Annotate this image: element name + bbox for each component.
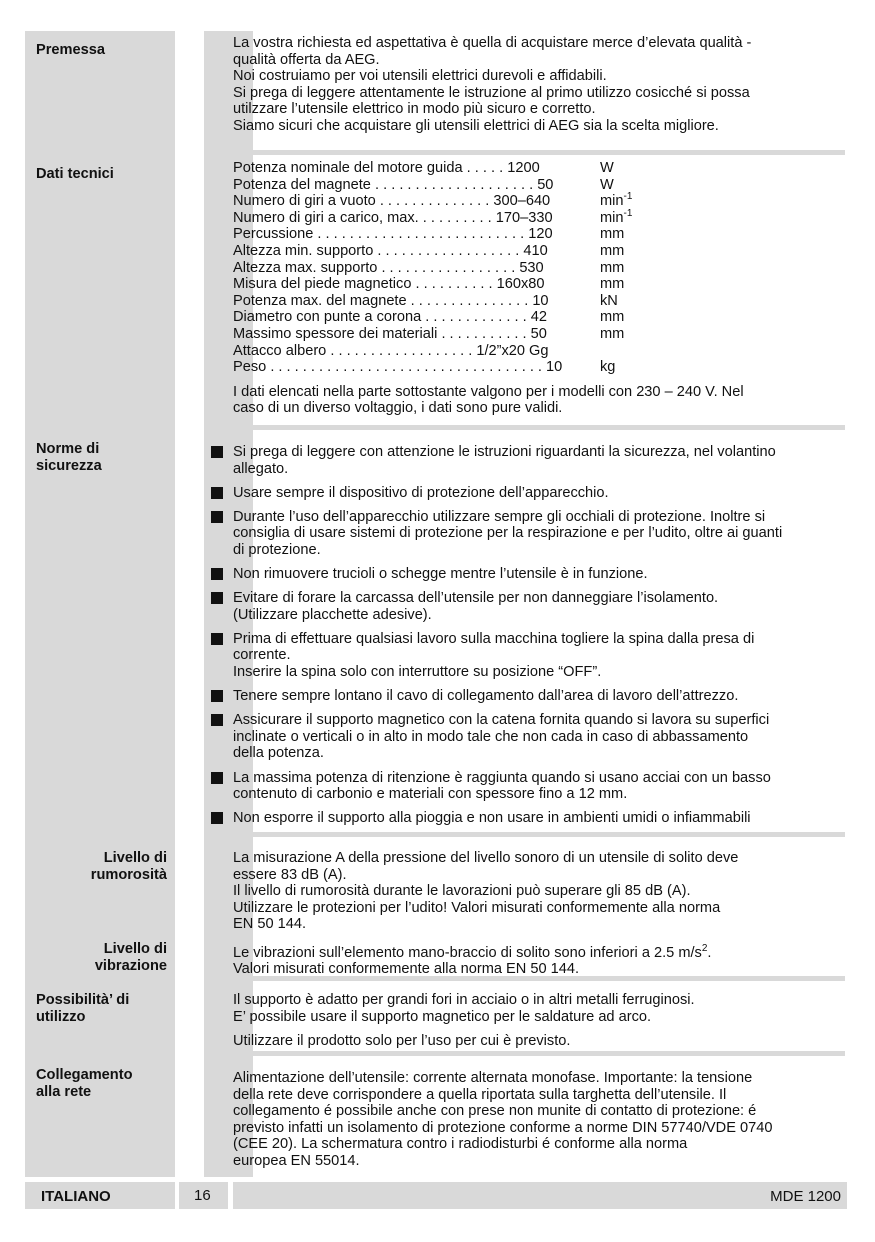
footer-page-box	[179, 1182, 228, 1209]
spec-name: Potenza max. del magnete . . . . . . . . . . . . . . . 10	[233, 292, 549, 309]
power-text: Alimentazione dell’utensile: corrente alternata monofase. Importante: la tensione della rete deve corrispondere a quella riportata sulla targhetta dell’utensile. Il collegamento é possibile anche con prese non munite di contatto di protezione: é previsto infatti un isolamento di protezione conforme a norme DIN 57740/VDE 0740 (CEE 20). La schermatura contro i radiodisturbi é conforme alla norma europea EN 55014.	[233, 1070, 773, 1169]
spec-unit: mm	[600, 276, 625, 293]
spec-row	[233, 276, 845, 293]
spec-unit	[589, 343, 660, 360]
footer-language-box	[25, 1182, 175, 1209]
spec-row	[233, 193, 845, 210]
model-name: MDE 1200	[770, 1188, 841, 1205]
safety-list	[233, 444, 875, 827]
spec-unit: W	[600, 160, 614, 176]
spec-name: Potenza nominale del motore guida . . . . . 1200	[233, 160, 540, 176]
spec-name: Altezza max. supporto . . . . . . . . . . . . . . . . . 530	[233, 259, 544, 276]
safety-item: La massima potenza di ritenzione è raggiunta quando si usano acciai con un basso contenuto di carbonio e materiali con spessore fino a 12 mm.	[233, 770, 875, 803]
section-title: Dati tecnici	[36, 166, 114, 182]
spec-row	[233, 207, 845, 227]
spec-row	[233, 326, 845, 343]
spec-table	[233, 160, 845, 417]
spec-name: Massimo spessore dei materiali . . . . . . . . . . . 50	[233, 325, 547, 342]
safety-item: Evitare di forare la carcassa dell’utensile per non danneggiare l’isolamento. (Utilizzare placchette adesive).	[233, 590, 875, 623]
spec-name: Numero di giri a carico, max. . . . . . . . . . 170–330	[233, 209, 553, 226]
spec-row	[233, 243, 845, 260]
section-label-box	[25, 31, 175, 155]
spec-unit: W	[600, 176, 614, 193]
spec-unit: $\min^{-1}$	[600, 191, 633, 210]
spec-row	[233, 260, 845, 277]
spec-name: Percussione . . . . . . . . . . . . . . . . . . . . . . . . . . 120	[233, 226, 553, 243]
safety-item: Tenere sempre lontano il cavo di collegamento dall’area di lavoro dell’attrezzo.	[233, 688, 875, 705]
spec-name: Attacco albero . . . . . . . . . . . . . . . . . . 1/2”x20 Gg	[233, 342, 549, 359]
spec-row	[233, 177, 845, 194]
section-title: Collegamento alla rete	[36, 1067, 133, 1100]
spec-unit: kN	[600, 292, 618, 309]
safety-item: Usare sempre il dispositivo di protezione dell’apparecchio.	[233, 485, 875, 502]
spec-unit: mm	[600, 325, 625, 342]
spec-row	[233, 359, 845, 376]
spec-unit: $\min^{-1}$	[600, 207, 633, 226]
intro-text: La vostra richiesta ed aspettativa è quella di acquistare merce d’elevata qualità - qualità offerta da AEG. Noi costruiamo per voi utensili elettrici durevoli e affidabili. Si prega di leggere attentamente le istruzione al primo utilizzo cosicché si possa utilzzare l’utensile elettrico in modo più sicuro e corretto. Siamo sicuri che acquistare gli utensili elettrici di AEG sia la scelta migliore.	[233, 35, 752, 134]
usage-note: Utilizzare il prodotto solo per l’uso per cui è previsto.	[233, 1033, 571, 1050]
spec-unit: kg	[600, 359, 616, 376]
spec-row	[233, 160, 845, 177]
section-livello	[25, 837, 845, 981]
section-dati-tecnici	[25, 155, 845, 430]
section-premessa	[25, 31, 845, 155]
spec-name: Peso . . . . . . . . . . . . . . . . . . . . . . . . . . . . . . . . . . 10	[233, 359, 563, 376]
section-collegamento	[25, 1056, 845, 1177]
safety-item: Durante l’uso dell’apparecchio utilizzare sempre gli occhiali di protezione. Inoltre si consiglia di usare sistemi di protezione per la respirazione e per l’udito, oltre ai guanti di protezione.	[233, 509, 875, 559]
spec-unit: mm	[600, 259, 625, 276]
section-title: Premessa	[36, 42, 105, 58]
safety-item: Prima di effettuare qualsiasi lavoro sulla macchina togliere la spina dalla presa di corrente. Inserire la spina solo con interruttore su posizione “OFF”.	[233, 631, 875, 681]
spec-name: Numero di giri a vuoto . . . . . . . . . . . . . . 300–640	[233, 193, 551, 210]
spec-name: Misura del piede magnetico . . . . . . . . . . 160x80	[233, 276, 545, 293]
vibration-text: Le vibrazioni sull’elemento mano-braccio di solito sono inferiori a 2.5 $m/s^2$.	[233, 942, 712, 961]
safety-item: Si prega di leggere con attenzione le istruzioni riguardanti la sicurezza, nel volantino allegato.	[233, 444, 875, 477]
spec-row	[233, 343, 845, 360]
safety-item: Assicurare il supporto magnetico con la catena fornita quando si lavora su superfici inclinate o verticali o in alto in modo tale che non cada in caso di abbassamento della potenza.	[233, 712, 875, 762]
spec-unit: mm	[600, 309, 625, 326]
spec-name: Potenza del magnete . . . . . . . . . . . . . . . . . . . . 50	[233, 176, 554, 193]
usage-text: Il supporto è adatto per grandi fori in acciaio o in altri metalli ferruginosi. E’ possibile usare il supporto magnetico per le saldature ad arco.	[233, 992, 695, 1025]
footer-language: ITALIANO	[41, 1188, 111, 1205]
vibration-norm: Valori misurati conformemente alla norma EN 50 144.	[233, 961, 580, 978]
spec-row	[233, 293, 845, 310]
spec-unit: mm	[600, 242, 625, 259]
spec-name: Diametro con punte a corona . . . . . . . . . . . . . 42	[233, 309, 547, 326]
page-number: 16	[194, 1187, 211, 1204]
safety-item: Non rimuovere trucioli o schegge mentre l’utensile è in funzione.	[233, 566, 875, 583]
section-title: Norme di sicurezza	[36, 441, 102, 474]
spec-row	[233, 309, 845, 326]
section-utilizzo	[25, 981, 845, 1056]
spec-name: Altezza min. supporto . . . . . . . . . . . . . . . . . . 410	[233, 242, 548, 259]
footer-model-box	[233, 1182, 847, 1209]
spec-note: I dati elencati nella parte sottostante valgono per i modelli con 230 – 240 V. Nel caso di un diverso voltaggio, i dati sono pure validi.	[233, 383, 744, 417]
noise-title: Livello di rumorosità	[90, 850, 167, 883]
spec-row	[233, 226, 845, 243]
noise-text: La misurazione A della pressione del livello sonoro di un utensile di solito deve essere 83 dB (A). Il livello di rumorosità durante le lavorazioni può superare gli 85 dB (A). Utilizzare le protezioni per l’udito! Valori misurati conformemente alla norma EN 50 144.	[233, 850, 739, 933]
vibration-title: Livello di vibrazione	[94, 941, 167, 974]
section-title: Possibilità’ di utilizzo	[36, 992, 130, 1025]
section-norme-sicurezza	[25, 430, 845, 837]
safety-item: Non esporre il supporto alla pioggia e non usare in ambienti umidi o infiammabili	[233, 810, 875, 827]
spec-unit: mm	[600, 226, 625, 243]
